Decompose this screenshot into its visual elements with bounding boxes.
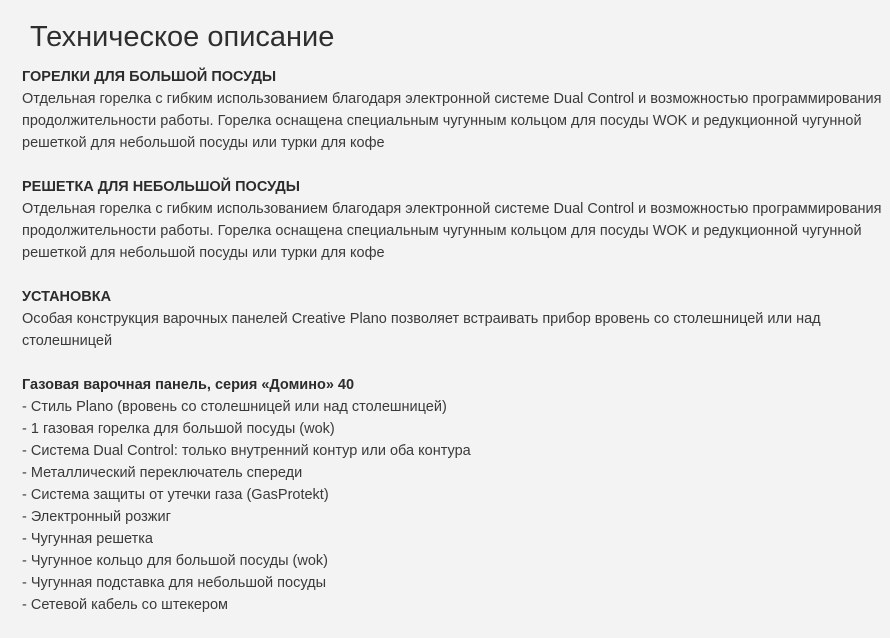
specs-heading: Газовая варочная панель, серия «Домино» 40 [22,377,355,393]
section-text: Отдельная горелка с гибким использованием благодаря электронной системе Dual Control и возможностью программирования продолжительности работы. Горелка оснащена специальным чугунным кольцом для посуды WOK и редукционной чугунной решеткой для небольшой посуды или турки для кофе [22,91,882,151]
section-text: Особая конструкция варочных панелей Creative Plano позволяет встраивать прибор вровень со столешницей или над столешницей [22,311,821,349]
spec-item: - Чугунное кольцо для большой посуды (wok) [22,553,328,569]
section-heading: РЕШЕТКА ДЛЯ НЕБОЛЬШОЙ ПОСУДЫ [22,179,300,195]
spec-item: - Электронный розжиг [22,509,171,525]
spec-item: - Стиль Plano (вровень со столешницей или над столешницей) [22,399,447,415]
spec-item: - 1 газовая горелка для большой посуды (wok) [22,421,335,437]
spec-item: - Чугунная подставка для небольшой посуды [22,575,326,591]
page-title: Техническое описание [30,21,335,53]
section-heading: ГОРЕЛКИ ДЛЯ БОЛЬШОЙ ПОСУДЫ [22,69,277,85]
section-text: Отдельная горелка с гибким использованием благодаря электронной системе Dual Control и возможностью программирования продолжительности работы. Горелка оснащена специальным чугунным кольцом для посуды WOK и редукционной чугунной решеткой для небольшой посуды или турки для кофе [22,201,882,261]
spec-item: - Система Dual Control: только внутренний контур или оба контура [22,443,471,459]
spec-item: - Металлический переключатель спереди [22,465,303,481]
section-heading: УСТАНОВКА [22,289,112,305]
spec-list [22,396,882,616]
spec-item: - Система защиты от утечки газа (GasProtekt) [22,487,329,503]
section-wok-burner [22,66,882,154]
description-content [22,66,882,638]
section-small-grid [22,176,882,264]
spec-item: - Чугунная решетка [22,531,153,547]
spec-item: - Сетевой кабель со штекером [22,597,229,613]
section-installation [22,286,882,352]
specs-section [22,374,882,616]
